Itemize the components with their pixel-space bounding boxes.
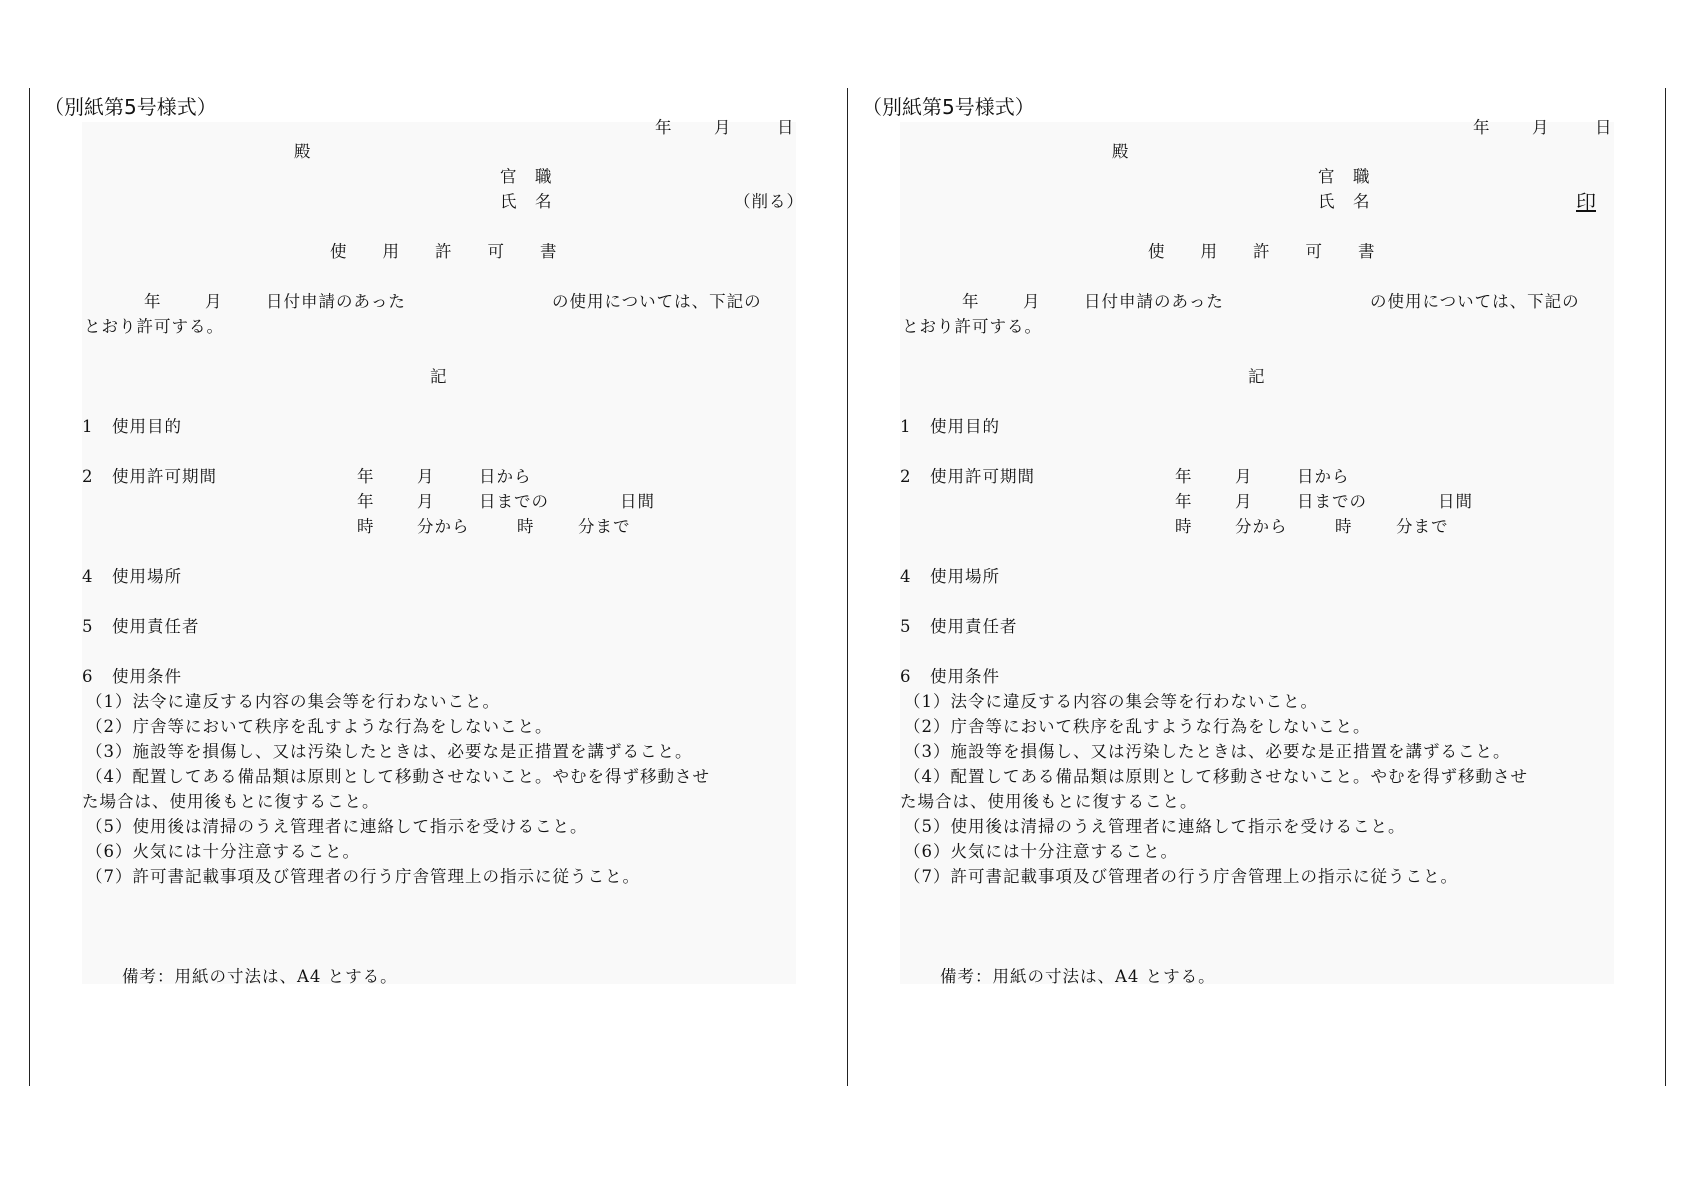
period-from-day: 日から	[479, 467, 532, 486]
item-conditions-number: 6	[900, 667, 912, 686]
period-minute-to: 分まで	[1396, 517, 1449, 536]
document-title: 使 用 許 可 書	[330, 242, 558, 261]
condition-line: （2）庁舎等において秩序を乱すような行為をしないこと。	[904, 717, 1371, 736]
item-responsible-label: 使用責任者	[930, 617, 1018, 636]
period-hour-to: 時	[517, 517, 535, 536]
condition-line: （3）施設等を損傷し、又は汚染したときは、必要な是正措置を講ずること。	[904, 742, 1511, 761]
form-panel-left	[30, 88, 848, 1086]
condition-line: （3）施設等を損傷し、又は汚染したときは、必要な是正措置を講ずること。	[86, 742, 693, 761]
remark-note: 備考：用紙の寸法は、A4 とする。	[122, 967, 398, 986]
condition-line: （5）使用後は清掃のうえ管理者に連絡して指示を受けること。	[904, 817, 1406, 836]
period-to-year: 年	[357, 492, 375, 511]
condition-line: た場合は、使用後もとに復すること。	[900, 792, 1198, 811]
period-from-month: 月	[1235, 467, 1253, 486]
condition-line: （4）配置してある備品類は原則として移動させないこと。やむを得ず移動させ	[86, 767, 710, 786]
issuer-seal-note: （削る）	[734, 192, 804, 211]
ki-heading: 記	[430, 367, 448, 386]
intro-applied: 日付申請のあった	[266, 292, 406, 311]
form-panel-right	[848, 88, 1666, 1086]
form-sheet	[82, 118, 804, 986]
condition-line: （1）法令に違反する内容の集会等を行わないこと。	[86, 692, 500, 711]
period-from-year: 年	[1175, 467, 1193, 486]
item-conditions-label: 使用条件	[930, 667, 1000, 686]
item-purpose-number: 1	[82, 417, 94, 436]
item-purpose-label: 使用目的	[112, 417, 182, 436]
period-days: 日間	[620, 492, 655, 511]
addressee-suffix: 殿	[1112, 142, 1130, 161]
condition-line: （5）使用後は清掃のうえ管理者に連絡して指示を受けること。	[86, 817, 588, 836]
item-responsible-number: 5	[82, 617, 94, 636]
period-minute-to: 分まで	[578, 517, 631, 536]
item-purpose-number: 1	[900, 417, 912, 436]
item-place-number: 4	[900, 567, 912, 586]
condition-line: （6）火気には十分注意すること。	[86, 842, 360, 861]
condition-line: （7）許可書記載事項及び管理者の行う庁舎管理上の指示に従うこと。	[86, 867, 640, 886]
intro-year: 年	[962, 292, 980, 311]
issuer-name: 氏 名	[500, 192, 553, 211]
date-month: 月	[1532, 118, 1550, 137]
intro-year: 年	[144, 292, 162, 311]
item-place-label: 使用場所	[930, 567, 1000, 586]
addressee-suffix: 殿	[294, 142, 312, 161]
date-year: 年	[1473, 118, 1491, 137]
issuer-title: 官 職	[1318, 167, 1371, 186]
form-number-label: （別紙第5号様式）	[862, 95, 1035, 119]
item-responsible-number: 5	[900, 617, 912, 636]
intro-line2: とおり許可する。	[84, 317, 224, 336]
period-to-month: 月	[1235, 492, 1253, 511]
ki-heading: 記	[1248, 367, 1266, 386]
item-period-number: 2	[82, 467, 94, 486]
condition-line: （1）法令に違反する内容の集会等を行わないこと。	[904, 692, 1318, 711]
intro-tail: の使用については、下記の	[552, 292, 762, 311]
issuer-name: 氏 名	[1318, 192, 1371, 211]
document-title: 使 用 許 可 書	[1148, 242, 1376, 261]
item-place-label: 使用場所	[112, 567, 182, 586]
intro-line2: とおり許可する。	[902, 317, 1042, 336]
period-minute-from: 分から	[1235, 517, 1288, 536]
period-from-day: 日から	[1297, 467, 1350, 486]
condition-line: た場合は、使用後もとに復すること。	[82, 792, 380, 811]
period-to-day: 日までの	[479, 492, 549, 511]
period-hour-from: 時	[357, 517, 375, 536]
form-sheet	[900, 118, 1614, 986]
item-responsible-label: 使用責任者	[112, 617, 200, 636]
seal-mark: 印	[1576, 190, 1596, 214]
period-from-year: 年	[357, 467, 375, 486]
item-place-number: 4	[82, 567, 94, 586]
remark-note: 備考：用紙の寸法は、A4 とする。	[940, 967, 1216, 986]
item-period-label: 使用許可期間	[112, 467, 217, 486]
condition-line: （2）庁舎等において秩序を乱すような行為をしないこと。	[86, 717, 553, 736]
intro-applied: 日付申請のあった	[1084, 292, 1224, 311]
period-hour-to: 時	[1335, 517, 1353, 536]
issuer-title: 官 職	[500, 167, 553, 186]
period-to-day: 日までの	[1297, 492, 1367, 511]
period-days: 日間	[1438, 492, 1473, 511]
intro-month: 月	[1023, 292, 1041, 311]
item-purpose-label: 使用目的	[930, 417, 1000, 436]
item-conditions-label: 使用条件	[112, 667, 182, 686]
period-to-month: 月	[417, 492, 435, 511]
date-year: 年	[655, 118, 673, 137]
date-day: 日	[1595, 118, 1613, 137]
date-day: 日	[777, 118, 795, 137]
intro-tail: の使用については、下記の	[1370, 292, 1580, 311]
intro-month: 月	[205, 292, 223, 311]
period-hour-from: 時	[1175, 517, 1193, 536]
item-period-label: 使用許可期間	[930, 467, 1035, 486]
period-minute-from: 分から	[417, 517, 470, 536]
item-conditions-number: 6	[82, 667, 94, 686]
period-to-year: 年	[1175, 492, 1193, 511]
date-month: 月	[714, 118, 732, 137]
condition-line: （4）配置してある備品類は原則として移動させないこと。やむを得ず移動させ	[904, 767, 1528, 786]
condition-line: （7）許可書記載事項及び管理者の行う庁舎管理上の指示に従うこと。	[904, 867, 1458, 886]
form-number-label: （別紙第5号様式）	[44, 95, 217, 119]
item-period-number: 2	[900, 467, 912, 486]
condition-line: （6）火気には十分注意すること。	[904, 842, 1178, 861]
period-from-month: 月	[417, 467, 435, 486]
